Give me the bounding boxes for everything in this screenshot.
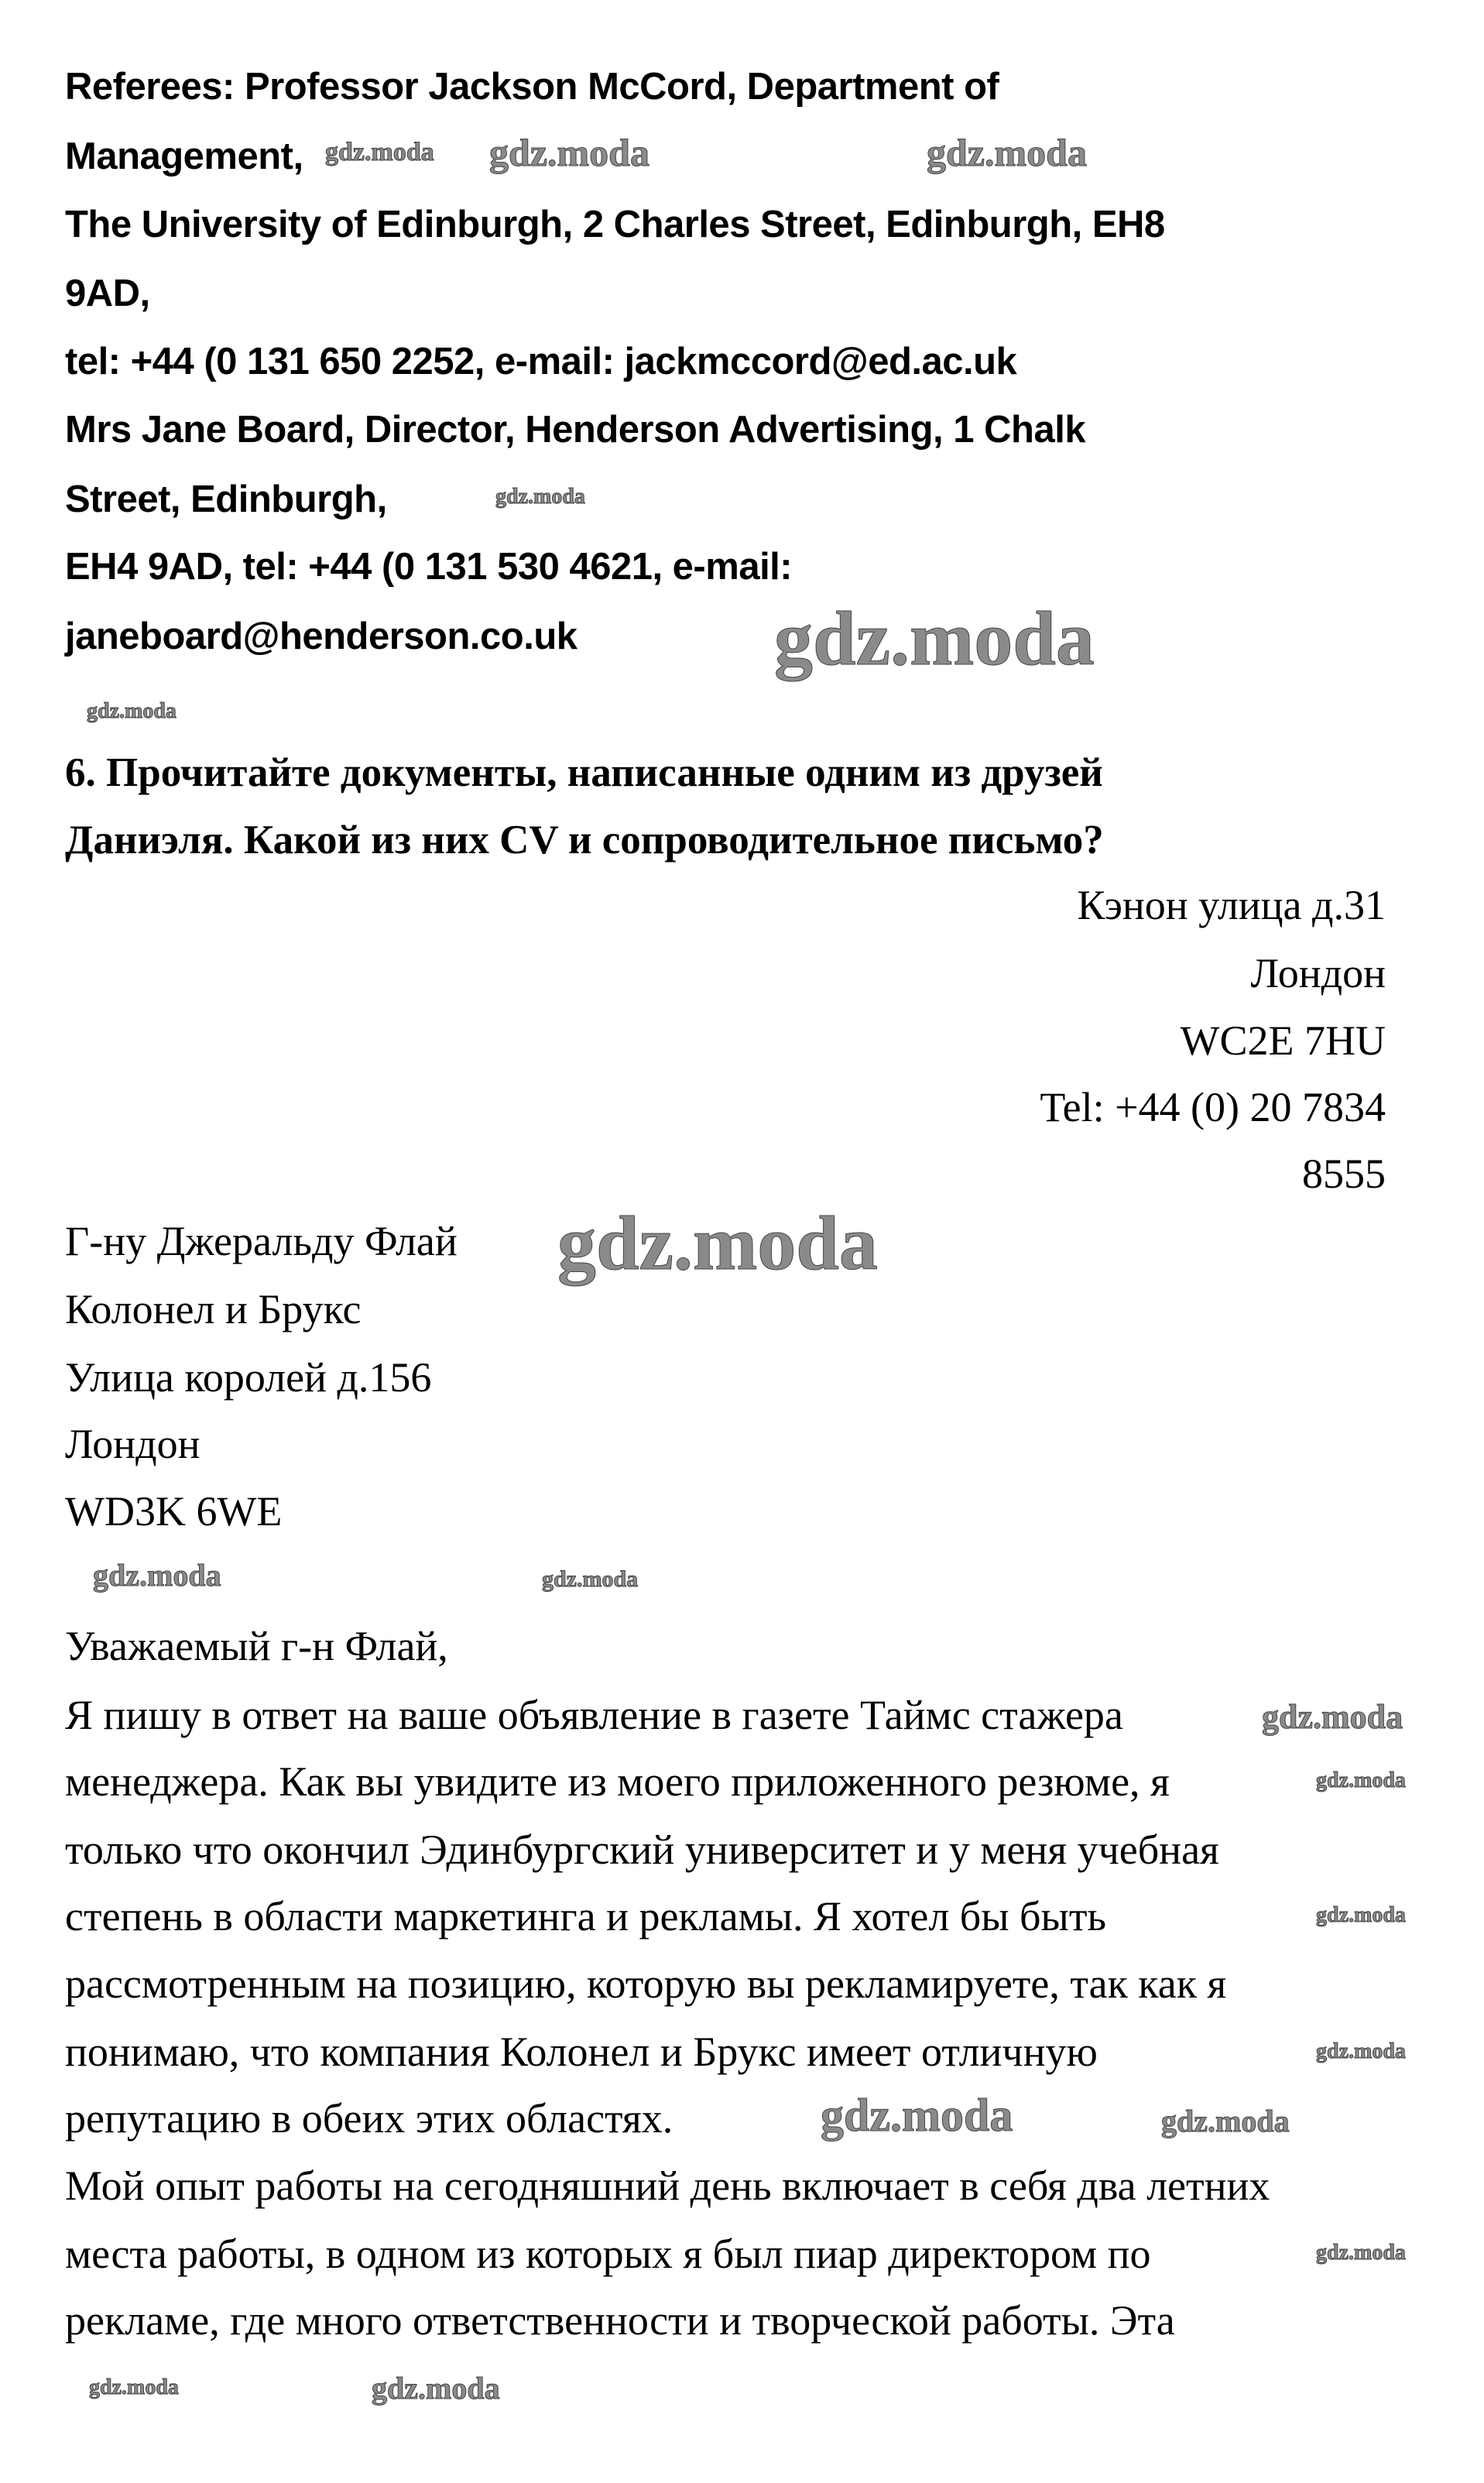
sender-address-line: Кэнон улица д.31: [1077, 882, 1386, 928]
watermark: gdz.moda: [542, 1566, 639, 1592]
task-line: Даниэля. Какой из них CV и сопроводительное письмо?: [65, 818, 1104, 863]
referees-line: Management,: [65, 135, 303, 177]
watermark: gdz.moda: [93, 1558, 221, 1593]
letter-line: места работы, в одном из которых я был пиар директором по: [65, 2231, 1151, 2277]
referees-line: Mrs Jane Board, Director, Henderson Advertising, 1 Chalk: [65, 409, 1086, 451]
referees-line: Referees: Professor Jackson McCord, Department of: [65, 66, 999, 108]
referees-line: tel: +44 (0 131 650 2252, e-mail: jackmccord@ed.ac.uk: [65, 341, 1017, 382]
watermark: gdz.moda: [1316, 1903, 1406, 1927]
letter-line: только что окончил Эдинбургский университет и у меня учебная: [65, 1826, 1219, 1873]
watermark: gdz.moda: [89, 2375, 179, 2399]
referees-line: The University of Edinburgh, 2 Charles Street, Edinburgh, EH8: [65, 204, 1165, 245]
sender-address-line: Tel: +44 (0) 20 7834: [1040, 1084, 1386, 1130]
watermark: gdz.moda: [495, 485, 585, 509]
watermark: gdz.moda: [372, 2371, 500, 2406]
sender-address-line: WC2E 7HU: [1180, 1017, 1386, 1064]
watermark: gdz.moda: [1262, 1698, 1403, 1736]
letter-line: Мой опыт работы на сегодняшний день включает в себя два летних: [65, 2162, 1270, 2209]
sender-address-line: Лондон: [1250, 950, 1386, 996]
watermark: gdz.moda: [489, 131, 649, 174]
recipient-address-line: Лондон: [65, 1421, 200, 1467]
watermark: gdz.moda: [1316, 2241, 1406, 2265]
watermark: gdz.moda: [1316, 1768, 1406, 1792]
recipient-address-line: Г-ну Джеральду Флай: [65, 1218, 458, 1264]
letter-salutation: Уважаемый г-н Флай,: [65, 1623, 448, 1669]
referees-line: Street, Edinburgh,: [65, 478, 387, 520]
letter-line: Я пишу в ответ на ваше объявление в газете Таймс стажера: [65, 1692, 1123, 1738]
recipient-address-line: Колонел и Брукс: [65, 1286, 362, 1332]
letter-line: менеджера. Как вы увидите из моего приложенного резюме, я: [65, 1758, 1170, 1805]
task-line: 6. Прочитайте документы, написанные одним из друзей: [65, 750, 1103, 795]
referees-line: 9AD,: [65, 273, 150, 314]
watermark: gdz.moda: [821, 2090, 1013, 2141]
letter-line: репутацию в обеих этих областях.: [65, 2095, 673, 2142]
watermark: gdz.moda: [1316, 2039, 1406, 2063]
watermark: gdz.moda: [87, 699, 177, 723]
letter-line: рекламе, где много ответственности и творческой работы. Эта: [65, 2297, 1175, 2344]
recipient-address-line: WD3K 6WE: [65, 1488, 283, 1535]
watermark: gdz.moda: [1161, 2104, 1290, 2138]
letter-line: рассмотренным на позицию, которую вы рекламируете, так как я: [65, 1960, 1227, 2007]
referees-line: janeboard@henderson.co.uk: [65, 616, 577, 657]
watermark: gdz.moda: [557, 1200, 878, 1286]
watermark: gdz.moda: [774, 595, 1095, 681]
referees-line: EH4 9AD, tel: +44 (0 131 530 4621, e-mail:: [65, 546, 793, 588]
watermark: gdz.moda: [325, 138, 434, 166]
sender-address-line: 8555: [1302, 1151, 1386, 1197]
letter-line: понимаю, что компания Колонел и Брукс имеет отличную: [65, 2029, 1098, 2075]
watermark: gdz.moda: [927, 131, 1087, 174]
recipient-address-line: Улица королей д.156: [65, 1354, 432, 1401]
letter-line: степень в области маркетинга и рекламы. Я хотел бы быть: [65, 1893, 1107, 1939]
